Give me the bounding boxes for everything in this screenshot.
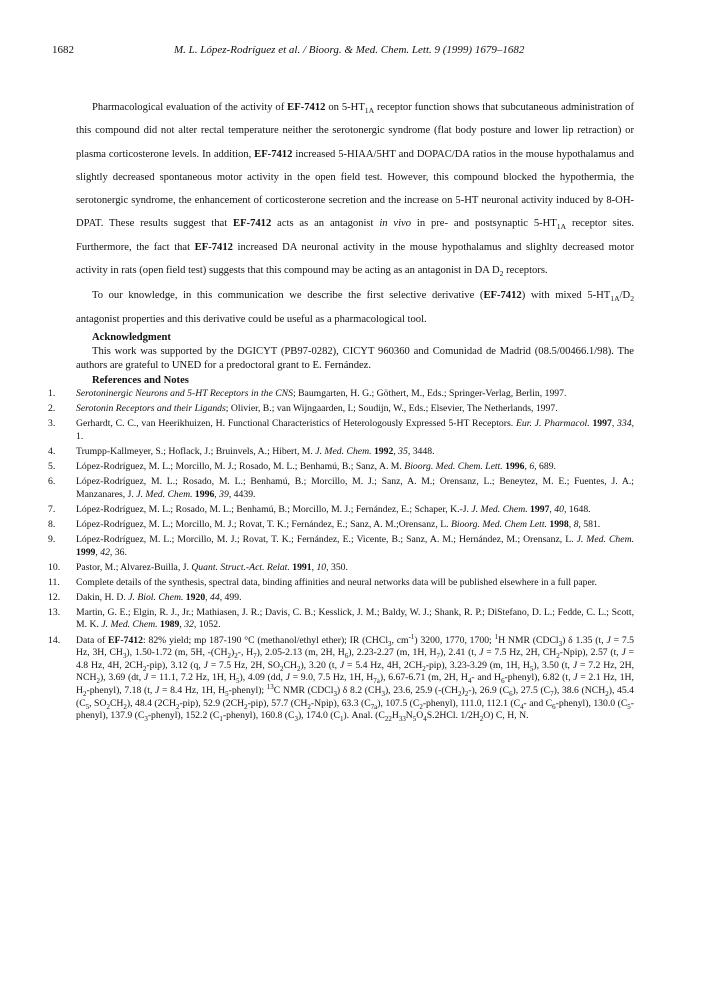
reference-text: Pastor, M.; Alvarez-Builla, J. Quant. Struct.-Act. Relat. 1991, 10, 350. [76,561,348,573]
reference-item [48,562,634,575]
reference-item [48,476,634,501]
reference-text: Martin, G. E.; Elgin, R. J., Jr.; Mathiasen, J. R.; Davis, C. B.; Kesslick, J. M.; Baldy, W. J.; Shank, R. P.; DiStefano, D. L.; Fedde, C. L.; Scott, M. K. J. Med. Chem. 1989, 32, 1052. [76,606,634,631]
reference-list [48,388,634,723]
body-paragraph: Pharmacological evaluation of the activity of EF-7412 on $5-HT_{1A}$ receptor function shows that subcutaneous administration of this compound did not alter rectal temperature neither the serotonergic syndrome (flat body posture and lower lip retraction) or plasma corticosterone levels. In addition, EF-7412 increased 5-HIAA/5HT and DOPAC/DA ratios in the mouse hypothalamus and slightly decreased spontaneous motor activity in the open field test. However, this compound blocked the hypothermia, the serotonergic syndrome, the enhancement of corticosterone secretion and the increase on 5-HT neuronal activity induced by 8-OH-DPAT. These results suggest that EF-7412 acts as an antagonist in vivo in pre- and postsynaptic $5-HT_{1A}$ receptor sites. Furthermore, the fact that EF-7412 increased DA neuronal activity in the mouse hypothalamus and slighlty decreased motor activity in rats (open field test) suggests that this compound may be acting as an antagonist in DA $D_2$ receptors. [76,102,635,279]
reference-item [48,592,634,605]
reference-text: Data of EF-7412: 82% yield; mp 187-190 °C (methanol/ethyl ether); IR (CHCl$_3$, $cm^{-1}$) 3200, 1770, 1700; $^1$H NMR (CDCl$_3$) δ 1.35 (t, J = 7.5 Hz, 3H, $CH_3$), 1.50-1.72 (m, 5H, $-(CH_2)_2-$, $H_7$), 2.05-2.13 (m, 2H, $H_6$), 2.23-2.27 (m, 1H, $H_7$), 2.41 (t, J = 7.5 Hz, 2H, $CH_2-Npip$), 2.57 (t, J = 4.8 Hz, 4H, $2CH_2-pip$), 3.12 (q, J = 7.5 Hz, 2H, $SO_2CH_2$), 3.20 (t, J = 5.4 Hz, 4H, $2CH_2-pip$), 3.23-3.29 (m, 1H, $H_5$), 3.50 (t, J = 7.2 Hz, 2H, $NCH_2$), 3.69 (dt, J = 11.1, 7.2 Hz, 1H, $H_5$), 4.09 (dd, J = 9.0, 7.5 Hz, 1H, $H_{7a}$), 6.67-6.71 (m, 2H, $H_4-$ and $H_6-phenyl$), 6.82 (t, J = 2.1 Hz, 1H, $H_2-phenyl$), 7.18 (t, J = 8.4 Hz, 1H, $H_5-phenyl$); $^{13}$C NMR (CDCl$_3$) δ 8.2 $(CH_3)$, 23.6, 25.9 $(-(CH_2)_2-)$, 26.9 $(C_6)$, 27.5 $(C_7)$, 38.6 $(NCH_2)$, 45.4 ($C_5$, $SO_2CH_2$), 48.4 $(2CH_2-pip)$, 52.9 $(2CH_2-pip)$, 57.7 $(CH_2-Npip)$, 63.3 $(C_{7a})$, 107.5 $(C_2-phenyl)$, 111.0, 112.1 ($C_4-$ and $C_6-phenyl$), 130.0 $(C_5-phenyl)$, 137.9 $(C_3-phenyl)$, 152.2 $(C_1-phenyl)$, 160.8 $(C_3)$, 174.0 $(C_1)$. Anal. ($C_{22}H_{33}N_5O_4S.2HCl$. $1/2H_2O$) C, H, N. [76,632,635,724]
reference-text: Dakin, H. D. J. Biol. Chem. 1920, 44, 499. [76,591,242,603]
reference-number: 4. [48,445,56,457]
reference-item [48,446,634,459]
reference-number: 2. [48,403,56,415]
reference-text: López-Rodríguez, M. L.; Morcillo, M. J.; Rovat, T. K.; Fernández, E.; Sanz, A. M.;Orensanz, L. Bioorg. Med. Chem Lett. 1998, 8, 581. [76,518,601,530]
reference-number: 10. [48,561,61,573]
reference-number: 8. [48,518,56,530]
page-header [52,44,649,60]
reference-item [48,519,634,532]
reference-text: López-Rodríguez, M. L.; Morcillo, M. J.; Rosado, M. L.; Benhamú, B.; Sanz, A. M. Bioorg. Med. Chem. Lett. 1996, 6, 689. [76,460,556,472]
reference-number: 7. [48,503,56,515]
reference-number: 11. [48,576,60,588]
reference-item [48,577,634,590]
reference-number: 13. [48,606,61,618]
reference-text: Complete details of the synthesis, spectral data, binding affinities and neural networks data will be published elsewhere in a full paper. [76,576,597,588]
reference-text: López-Rodríguez, M. L.; Morcillo, M. J.; Rovat, T. K.; Fernández, E.; Vicente, B.; Sanz, A. M.; Hernández, M.; Orensanz, L. J. Med. Chem. 1999, 42, 36. [76,533,634,558]
reference-text: Trumpp-Kallmeyer, S.; Hoflack, J.; Bruinvels, A.; Hibert, M. J. Med. Chem. 1992, 35, 3448. [76,445,435,457]
reference-number: 9. [48,533,56,545]
reference-text: Serotoninergic Neurons and 5-HT Receptors in the CNS; Baumgarten, H. G.; Göthert, M., Eds.; Springer-Verlag, Berlin, 1997. [76,387,567,399]
reference-item [48,388,634,401]
acknowledgment-text: This work was supported by the DGICYT (PB97-0282), CICYT 960360 and Comunidad de Madrid (08.5/00466.1/98). The authors are grateful to UNED for a predoctoral grant to E. Fernández. [76,345,634,372]
article-body [48,96,635,725]
reference-number: 3. [48,418,56,430]
running-head: M. L. López-Rodríguez et al. / Bioorg. & Med. Chem. Lett. 9 (1999) 1679–1682 [174,44,525,56]
body-paragraph: To our knowledge, in this communication we describe the first selective derivative (EF-7412) with mixed $5-HT_{1A}/D_2$ antagonist properties and this derivative could be useful as a pharmacological tool. [76,290,635,325]
reference-item [48,632,635,724]
reference-text: López-Rodríguez, M. L.; Rosado, M. L.; Benhamú, B.; Morcillo, M. J.; Sanz, A. M.; Orensanz, L.; Beneytez, M. E.; Fuentes, J. A.; Manzanares, J. J. Med. Chem. 1996, 39, 4439. [76,476,634,500]
reference-number: 14. [48,634,61,646]
reference-text: Gerhardt, C. C., van Heerikhuizen, H. Functional Characteristics of Heterologously Expressed 5-HT Receptors. Eur. J. Pharmacol. 1997, 334, 1. [76,418,634,442]
reference-item [48,403,634,416]
reference-number: 1. [48,387,56,399]
reference-text: Serotonin Receptors and their Ligands; Olivier, B.; van Wijngaarden, I.; Soudijn, W., Eds.; Elsevier, The Netherlands, 1997. [76,403,558,415]
reference-item [48,504,634,517]
reference-item [48,607,634,632]
page-number: 1682 [52,44,74,56]
reference-item [48,461,634,474]
references-heading: References and Notes [92,374,189,386]
reference-number: 12. [48,591,61,603]
reference-item [48,534,634,559]
reference-number: 5. [48,460,56,472]
reference-item [48,418,634,443]
reference-number: 6. [48,476,56,488]
acknowledgment-heading: Acknowledgment [92,331,171,343]
reference-text: López-Rodríguez, M. L.; Rosado, M. L.; Benhamú, B.; Morcillo, M. J.; Fernández, E.; Schaper, K.-J. J. Med. Chem. 1997, 40, 1648. [76,503,591,515]
